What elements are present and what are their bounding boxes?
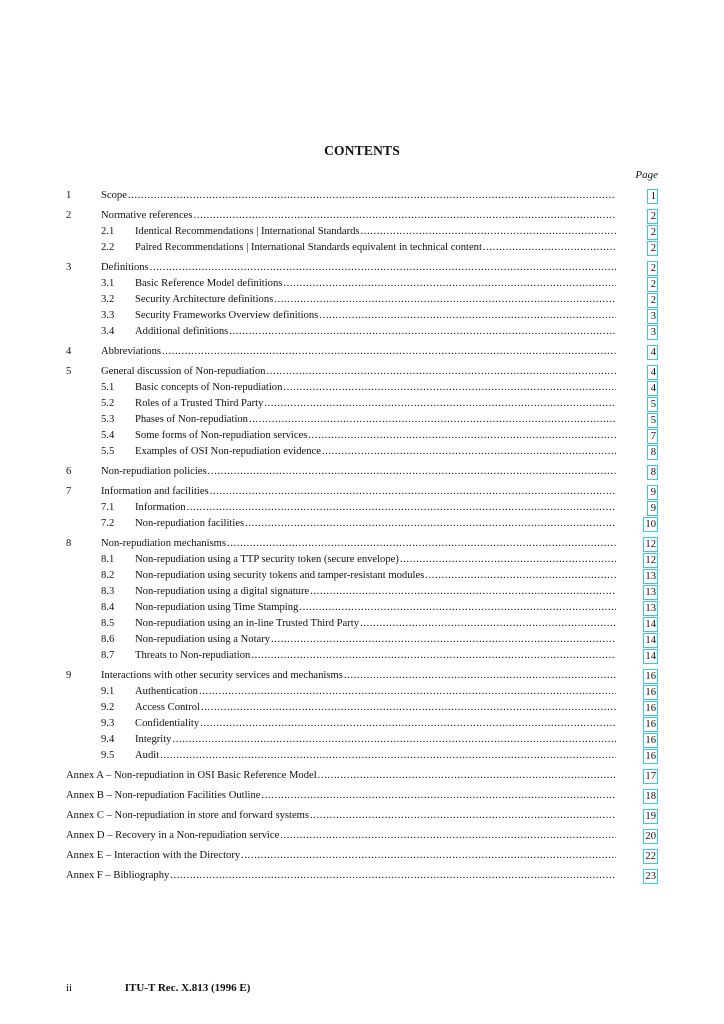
- toc-dot-leader: [310, 808, 616, 824]
- toc-dot-leader: [229, 324, 616, 340]
- toc-subsection-entry[interactable]: [0, 568, 724, 584]
- toc-entry-link[interactable]: [135, 292, 616, 308]
- toc-entry-number: 7.2: [101, 518, 115, 529]
- toc-entry-number: 8.1: [101, 554, 115, 565]
- toc-entry-number: 8.3: [101, 586, 115, 597]
- table-of-contents: [0, 188, 724, 884]
- toc-subsection-entry[interactable]: [0, 616, 724, 632]
- page-footer: [66, 982, 250, 994]
- toc-subsection-entry[interactable]: [0, 412, 724, 428]
- toc-page-link[interactable]: 4: [647, 345, 658, 360]
- toc-entry-title: Threats to Non-repudiation: [135, 650, 251, 661]
- toc-entry-title: Identical Recommendations | International Standards: [135, 226, 360, 237]
- toc-entry-number: 5.3: [101, 414, 115, 425]
- contents-title: CONTENTS: [324, 143, 400, 158]
- toc-dot-leader: [319, 308, 616, 324]
- toc-subsection-entry[interactable]: [0, 648, 724, 664]
- toc-entry-number: 4: [66, 346, 72, 357]
- toc-entry-link[interactable]: [135, 380, 616, 396]
- toc-dot-leader: [249, 412, 616, 428]
- toc-entry-number: 9.1: [101, 686, 115, 697]
- toc-entry-number: 3.4: [101, 326, 115, 337]
- toc-entry-title: Definitions: [101, 262, 149, 273]
- toc-dot-leader: [172, 732, 616, 748]
- toc-entry-link[interactable]: [66, 868, 616, 884]
- toc-page-link[interactable]: 9: [647, 485, 658, 500]
- toc-entry-link[interactable]: [101, 536, 616, 552]
- toc-subsection-entry[interactable]: [0, 748, 724, 764]
- toc-entry-link[interactable]: [101, 344, 616, 360]
- toc-entry-number: 6: [66, 466, 72, 477]
- toc-subsection-entry[interactable]: [0, 380, 724, 396]
- toc-page-link[interactable]: 16: [645, 703, 656, 714]
- toc-entry-link[interactable]: [101, 464, 616, 480]
- toc-page-link[interactable]: 4: [647, 381, 658, 396]
- toc-entry-number: 9.2: [101, 702, 115, 713]
- toc-entry-link[interactable]: [135, 240, 616, 256]
- toc-page-link[interactable]: 7: [647, 429, 658, 444]
- toc-page-link[interactable]: 16: [645, 735, 656, 746]
- toc-dot-leader: [261, 788, 616, 804]
- toc-page-link[interactable]: 13: [645, 587, 656, 598]
- toc-dot-leader: [299, 600, 616, 616]
- toc-entry-title: Roles of a Trusted Third Party: [135, 398, 264, 409]
- toc-dot-leader: [251, 648, 616, 664]
- toc-section-entry[interactable]: [0, 344, 724, 360]
- toc-page-link[interactable]: 17: [645, 771, 656, 782]
- toc-entry-title: Non-repudiation using an in-line Trusted Third Party: [135, 618, 360, 629]
- toc-dot-leader: [310, 584, 616, 600]
- toc-entry-number: 3.1: [101, 278, 115, 289]
- toc-entry-title: Non-repudiation using security tokens and tamper-resistant modules: [135, 570, 425, 581]
- toc-entry-link[interactable]: [135, 276, 616, 292]
- toc-subsection-entry[interactable]: [0, 240, 724, 256]
- toc-annex-entry[interactable]: [0, 848, 724, 864]
- toc-entry-number: 7.1: [101, 502, 115, 513]
- toc-entry-title: Non-repudiation mechanisms: [101, 538, 227, 549]
- toc-page-link[interactable]: 2: [647, 277, 658, 292]
- toc-dot-leader: [199, 684, 616, 700]
- toc-entry-link[interactable]: [66, 848, 616, 864]
- toc-subsection-entry[interactable]: [0, 600, 724, 616]
- toc-entry-link[interactable]: [101, 364, 616, 380]
- toc-page-link[interactable]: 14: [645, 651, 656, 662]
- toc-entry-link[interactable]: [135, 224, 616, 240]
- toc-dot-leader: [170, 868, 616, 884]
- toc-dot-leader: [318, 768, 616, 784]
- toc-dot-leader: [360, 616, 616, 632]
- toc-entry-number: 9.5: [101, 750, 115, 761]
- toc-annex-entry[interactable]: [0, 808, 724, 824]
- toc-dot-leader: [187, 500, 616, 516]
- toc-entry-link[interactable]: [135, 716, 616, 732]
- toc-page-link[interactable]: 5: [647, 397, 658, 412]
- toc-entry-title: Information: [135, 502, 186, 513]
- toc-page-link[interactable]: 22: [645, 851, 656, 862]
- toc-entry-title: Paired Recommendations | International Standards equivalent in technical content: [135, 242, 482, 253]
- toc-subsection-entry[interactable]: [0, 632, 724, 648]
- toc-dot-leader: [271, 632, 616, 648]
- toc-entry-title: Audit: [135, 750, 160, 761]
- toc-entry-title: Non-repudiation using a Notary: [135, 634, 271, 645]
- toc-subsection-entry[interactable]: [0, 396, 724, 412]
- toc-entry-number: 8: [66, 538, 72, 549]
- toc-entry-title: Non-repudiation facilities: [135, 518, 245, 529]
- toc-entry-title: Non-repudiation using a TTP security token (secure envelope): [135, 554, 399, 565]
- toc-entry-link[interactable]: [135, 748, 616, 764]
- toc-entry-link[interactable]: [135, 516, 616, 532]
- toc-dot-leader: [150, 260, 616, 276]
- toc-subsection-entry[interactable]: [0, 500, 724, 516]
- toc-dot-leader: [160, 748, 616, 764]
- toc-annex-entry[interactable]: [0, 828, 724, 844]
- toc-entry-link[interactable]: [135, 500, 616, 516]
- toc-entry-link[interactable]: [135, 552, 616, 568]
- toc-section-entry[interactable]: [0, 260, 724, 276]
- toc-entry-title: Information and facilities: [101, 486, 209, 497]
- toc-entry-link[interactable]: [135, 648, 616, 664]
- toc-page-link[interactable]: 8: [647, 445, 658, 460]
- toc-entry-number: 8.6: [101, 634, 115, 645]
- toc-annex-entry[interactable]: [0, 768, 724, 784]
- toc-entry-link[interactable]: [135, 396, 616, 412]
- toc-entry-number: 2: [66, 210, 72, 221]
- toc-entry-number: 2.1: [101, 226, 115, 237]
- toc-entry-link[interactable]: [135, 444, 616, 460]
- toc-dot-leader: [200, 716, 616, 732]
- toc-section-entry[interactable]: [0, 536, 724, 552]
- toc-page-link[interactable]: 16: [645, 687, 656, 698]
- toc-dot-leader: [361, 224, 616, 240]
- toc-page-link[interactable]: 18: [645, 791, 656, 802]
- toc-page-link[interactable]: 8: [647, 465, 658, 480]
- toc-entry-number: 9.4: [101, 734, 115, 745]
- toc-section-entry[interactable]: [0, 668, 724, 684]
- toc-entry-link[interactable]: [135, 324, 616, 340]
- toc-section-entry[interactable]: [0, 188, 724, 204]
- toc-section-entry[interactable]: [0, 484, 724, 500]
- toc-subsection-entry[interactable]: [0, 516, 724, 532]
- toc-entry-title: Annex F – Bibliography: [66, 870, 170, 881]
- toc-page-link[interactable]: 14: [645, 635, 656, 646]
- toc-entry-link[interactable]: [135, 412, 616, 428]
- toc-page-link[interactable]: 3: [647, 325, 658, 340]
- toc-dot-leader: [241, 848, 616, 864]
- toc-dot-leader: [245, 516, 616, 532]
- toc-dot-leader: [266, 364, 616, 380]
- toc-entry-title: Annex D – Recovery in a Non-repudiation service: [66, 830, 280, 841]
- toc-entry-number: 5.1: [101, 382, 115, 393]
- toc-entry-number: 5.4: [101, 430, 115, 441]
- toc-entry-title: Access Control: [135, 702, 201, 713]
- toc-dot-leader: [210, 484, 616, 500]
- toc-entry-number: 7: [66, 486, 72, 497]
- toc-dot-leader: [322, 444, 616, 460]
- toc-subsection-entry[interactable]: [0, 276, 724, 292]
- toc-page-link[interactable]: 16: [645, 719, 656, 730]
- toc-entry-number: 5: [66, 366, 72, 377]
- toc-entry-title: Non-repudiation using Time Stamping: [135, 602, 299, 613]
- toc-dot-leader: [128, 188, 616, 204]
- toc-entry-number: 1: [66, 190, 72, 201]
- toc-entry-title: Integrity: [135, 734, 172, 745]
- toc-entry-title: Confidentiality: [135, 718, 200, 729]
- toc-page-link[interactable]: 5: [647, 413, 658, 428]
- toc-page-link[interactable]: 12: [645, 539, 656, 550]
- toc-entry-link[interactable]: [101, 484, 616, 500]
- toc-entry-title: Basic concepts of Non-repudiation: [135, 382, 283, 393]
- toc-page-link[interactable]: 16: [645, 671, 656, 682]
- toc-dot-leader: [274, 292, 616, 308]
- toc-page-link[interactable]: 2: [647, 293, 658, 308]
- toc-page-link[interactable]: 2: [647, 225, 658, 240]
- toc-subsection-entry[interactable]: [0, 308, 724, 324]
- toc-dot-leader: [162, 344, 616, 360]
- toc-entry-title: Security Architecture definitions: [135, 294, 274, 305]
- toc-dot-leader: [193, 208, 616, 224]
- toc-entry-link[interactable]: [66, 768, 616, 784]
- toc-page-link[interactable]: 23: [645, 871, 656, 882]
- toc-entry-title: Scope: [101, 190, 127, 201]
- toc-dot-leader: [208, 464, 616, 480]
- toc-dot-leader: [280, 828, 616, 844]
- toc-page-link[interactable]: 16: [645, 751, 656, 762]
- toc-page-link[interactable]: 2: [647, 241, 658, 256]
- toc-entry-title: General discussion of Non-repudiation: [101, 366, 266, 377]
- toc-subsection-entry[interactable]: [0, 584, 724, 600]
- toc-entry-title: Non-repudiation using a digital signature: [135, 586, 310, 597]
- toc-annex-entry[interactable]: [0, 788, 724, 804]
- toc-dot-leader: [201, 700, 616, 716]
- toc-entry-title: Abbreviations: [101, 346, 162, 357]
- toc-dot-leader: [283, 276, 616, 292]
- toc-entry-link[interactable]: [101, 668, 616, 684]
- toc-subsection-entry[interactable]: [0, 444, 724, 460]
- toc-entry-link[interactable]: [135, 428, 616, 444]
- toc-entry-number: 9.3: [101, 718, 115, 729]
- toc-subsection-entry[interactable]: [0, 552, 724, 568]
- toc-entry-title: Additional definitions: [135, 326, 229, 337]
- toc-entry-number: 8.2: [101, 570, 115, 581]
- toc-entry-number: 5.2: [101, 398, 115, 409]
- toc-entry-link[interactable]: [66, 808, 616, 824]
- toc-entry-link[interactable]: [101, 188, 616, 204]
- toc-page-link[interactable]: 19: [645, 811, 656, 822]
- toc-entry-link[interactable]: [135, 616, 616, 632]
- toc-entry-number: 3.2: [101, 294, 115, 305]
- toc-entry-title: Annex C – Non-repudiation in store and forward systems: [66, 810, 310, 821]
- toc-dot-leader: [264, 396, 616, 412]
- toc-page-link[interactable]: 20: [645, 831, 656, 842]
- toc-dot-leader: [283, 380, 616, 396]
- toc-entry-link[interactable]: [135, 632, 616, 648]
- toc-entry-number: 8.7: [101, 650, 115, 661]
- toc-entry-number: 2.2: [101, 242, 115, 253]
- toc-page-link[interactable]: 10: [645, 519, 656, 530]
- toc-subsection-entry[interactable]: [0, 684, 724, 700]
- toc-subsection-entry[interactable]: [0, 292, 724, 308]
- toc-entry-title: Security Frameworks Overview definitions: [135, 310, 319, 321]
- footer-document-reference: ITU-T Rec. X.813 (1996 E): [124, 982, 251, 994]
- toc-dot-leader: [308, 428, 616, 444]
- toc-entry-number: 8.5: [101, 618, 115, 629]
- toc-page-link[interactable]: 9: [647, 501, 658, 516]
- footer-page-number: ii: [66, 982, 73, 994]
- toc-dot-leader: [400, 552, 616, 568]
- toc-entry-title: Non-repudiation policies: [101, 466, 207, 477]
- toc-entry-link[interactable]: [135, 568, 616, 584]
- toc-subsection-entry[interactable]: [0, 700, 724, 716]
- toc-section-entry[interactable]: [0, 364, 724, 380]
- toc-entry-title: Annex B – Non-repudiation Facilities Outline: [66, 790, 261, 801]
- toc-entry-title: Basic Reference Model definitions: [135, 278, 283, 289]
- toc-page-link[interactable]: 3: [647, 309, 658, 324]
- toc-entry-link[interactable]: [135, 700, 616, 716]
- toc-entry-link[interactable]: [135, 732, 616, 748]
- toc-entry-link[interactable]: [135, 308, 616, 324]
- toc-page-link[interactable]: 4: [647, 365, 658, 380]
- toc-subsection-entry[interactable]: [0, 716, 724, 732]
- toc-subsection-entry[interactable]: [0, 428, 724, 444]
- toc-entry-title: Examples of OSI Non-repudiation evidence: [135, 446, 321, 457]
- toc-entry-link[interactable]: [66, 788, 616, 804]
- toc-entry-title: Annex A – Non-repudiation in OSI Basic Reference Model: [66, 770, 317, 781]
- toc-entry-link[interactable]: [66, 828, 616, 844]
- toc-page-link[interactable]: 14: [645, 619, 656, 630]
- toc-page-link[interactable]: 1: [647, 189, 658, 204]
- toc-dot-leader: [425, 568, 616, 584]
- toc-entry-number: 3: [66, 262, 72, 273]
- toc-entry-title: Annex E – Interaction with the Directory: [66, 850, 241, 861]
- toc-entry-title: Authentication: [135, 686, 198, 697]
- toc-entry-title: Interactions with other security services and mechanisms: [101, 670, 343, 681]
- toc-entry-title: Normative references: [101, 210, 193, 221]
- page-column-label: Page: [635, 169, 658, 181]
- toc-entry-number: 8.4: [101, 602, 115, 613]
- toc-entry-link[interactable]: [135, 600, 616, 616]
- toc-entry-link[interactable]: [135, 684, 616, 700]
- toc-subsection-entry[interactable]: [0, 732, 724, 748]
- toc-entry-title: Phases of Non-repudiation: [135, 414, 248, 425]
- toc-page-link[interactable]: 12: [645, 555, 656, 566]
- toc-entry-number: 3.3: [101, 310, 115, 321]
- toc-page-link[interactable]: 13: [645, 603, 656, 614]
- toc-entry-link[interactable]: [101, 208, 616, 224]
- toc-page-link[interactable]: 13: [645, 571, 656, 582]
- toc-section-entry[interactable]: [0, 464, 724, 480]
- toc-entry-title: Some forms of Non-repudiation services: [135, 430, 308, 441]
- toc-dot-leader: [344, 668, 616, 684]
- toc-entry-link[interactable]: [101, 260, 616, 276]
- toc-dot-leader: [483, 240, 616, 256]
- toc-section-entry[interactable]: [0, 208, 724, 224]
- toc-page-link[interactable]: 2: [647, 261, 658, 276]
- toc-subsection-entry[interactable]: [0, 224, 724, 240]
- toc-entry-link[interactable]: [135, 584, 616, 600]
- toc-page-link[interactable]: 2: [647, 209, 658, 224]
- toc-entry-number: 5.5: [101, 446, 115, 457]
- toc-dot-leader: [227, 536, 616, 552]
- toc-entry-number: 9: [66, 670, 72, 681]
- toc-annex-entry[interactable]: [0, 868, 724, 884]
- toc-subsection-entry[interactable]: [0, 324, 724, 340]
